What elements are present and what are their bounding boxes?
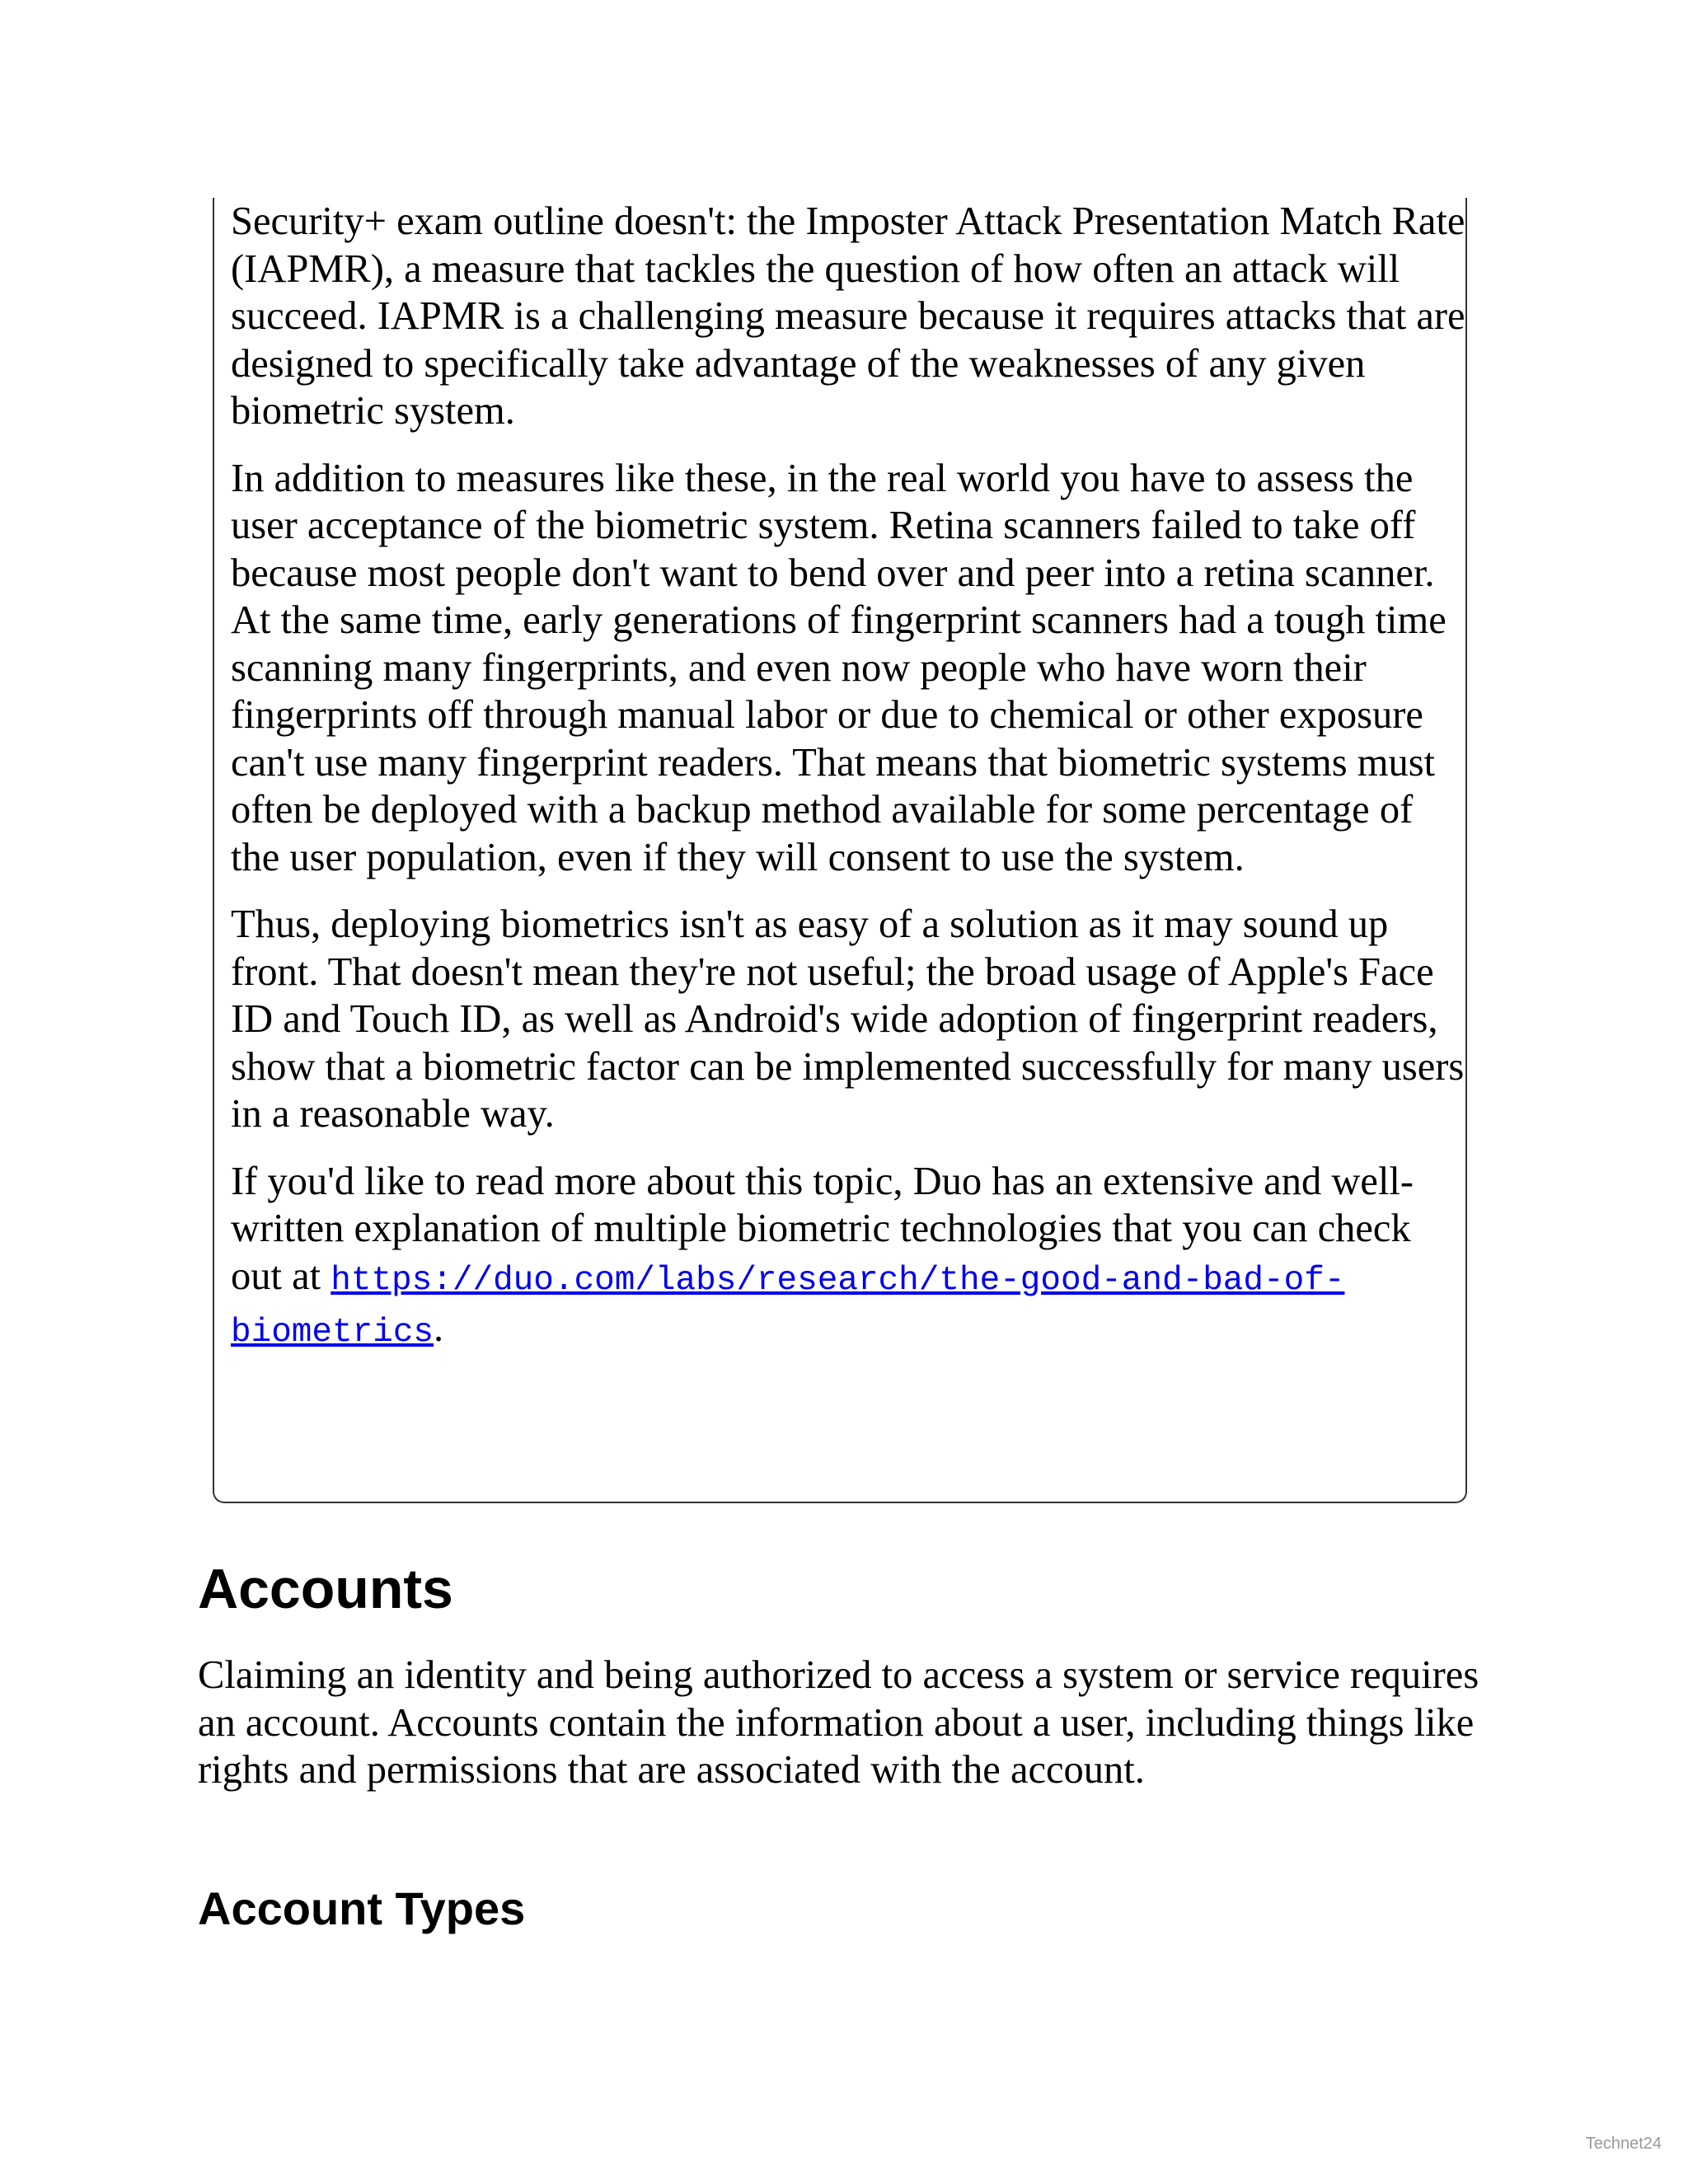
watermark: Technet24 bbox=[1585, 2135, 1662, 2153]
sidebar-paragraph-4-text: If you'd like to read more about this topic, Duo has an extensive and well-written explanation of multiple biometric technologies that you can check out at bbox=[231, 1159, 1414, 1298]
sidebar-paragraph-4 bbox=[231, 1158, 1467, 1357]
sidebar-paragraph-2: In addition to measures like these, in the real world you have to assess the user acceptance of the biometric system. Retina scanners failed to take off because most people don't want to bend over and peer into a retina scanner. At the same time, early generations of fingerprint scanners had a tough time scanning many fingerprints, and even now people who have worn their fingerprints off through manual labor or due to chemical or other exposure can't use many fingerprint readers. That means that biometric systems must often be deployed with a backup method available for some percentage of the user population, even if they will consent to use the system. bbox=[231, 456, 1447, 879]
subheading-account-types: Account Types bbox=[198, 1882, 526, 1934]
sidebar-paragraph-1: Security+ exam outline doesn't: the Imposter Attack Presentation Match Rate (IAPMR), a measure that tackles the question of how often an attack will succeed. IAPMR is a challenging measure because it requires attacks that are designed to specifically take advantage of the weaknesses of any given biometric system. bbox=[231, 199, 1465, 433]
sidebar-content bbox=[231, 198, 1467, 1377]
duo-biometrics-link[interactable]: https://duo.com/labs/research/the-good-and-bad-of-biometrics bbox=[231, 1261, 1345, 1352]
sidebar-paragraph-4-end: . bbox=[434, 1306, 444, 1350]
accounts-paragraph: Claiming an identity and being authorized to access a system or service requires an account. Accounts contain the information about a user, including things like rights and permissions that are associated with the account. bbox=[198, 1653, 1479, 1792]
sidebar-paragraph-3: Thus, deploying biometrics isn't as easy of a solution as it may sound up front. That doesn't mean they're not useful; the broad usage of Apple's Face ID and Touch ID, as well as Android's wide adoption of fingerprint readers, show that a biometric factor can be implemented successfully for many users in a reasonable way. bbox=[231, 902, 1465, 1136]
section-heading-accounts: Accounts bbox=[198, 1558, 453, 1620]
